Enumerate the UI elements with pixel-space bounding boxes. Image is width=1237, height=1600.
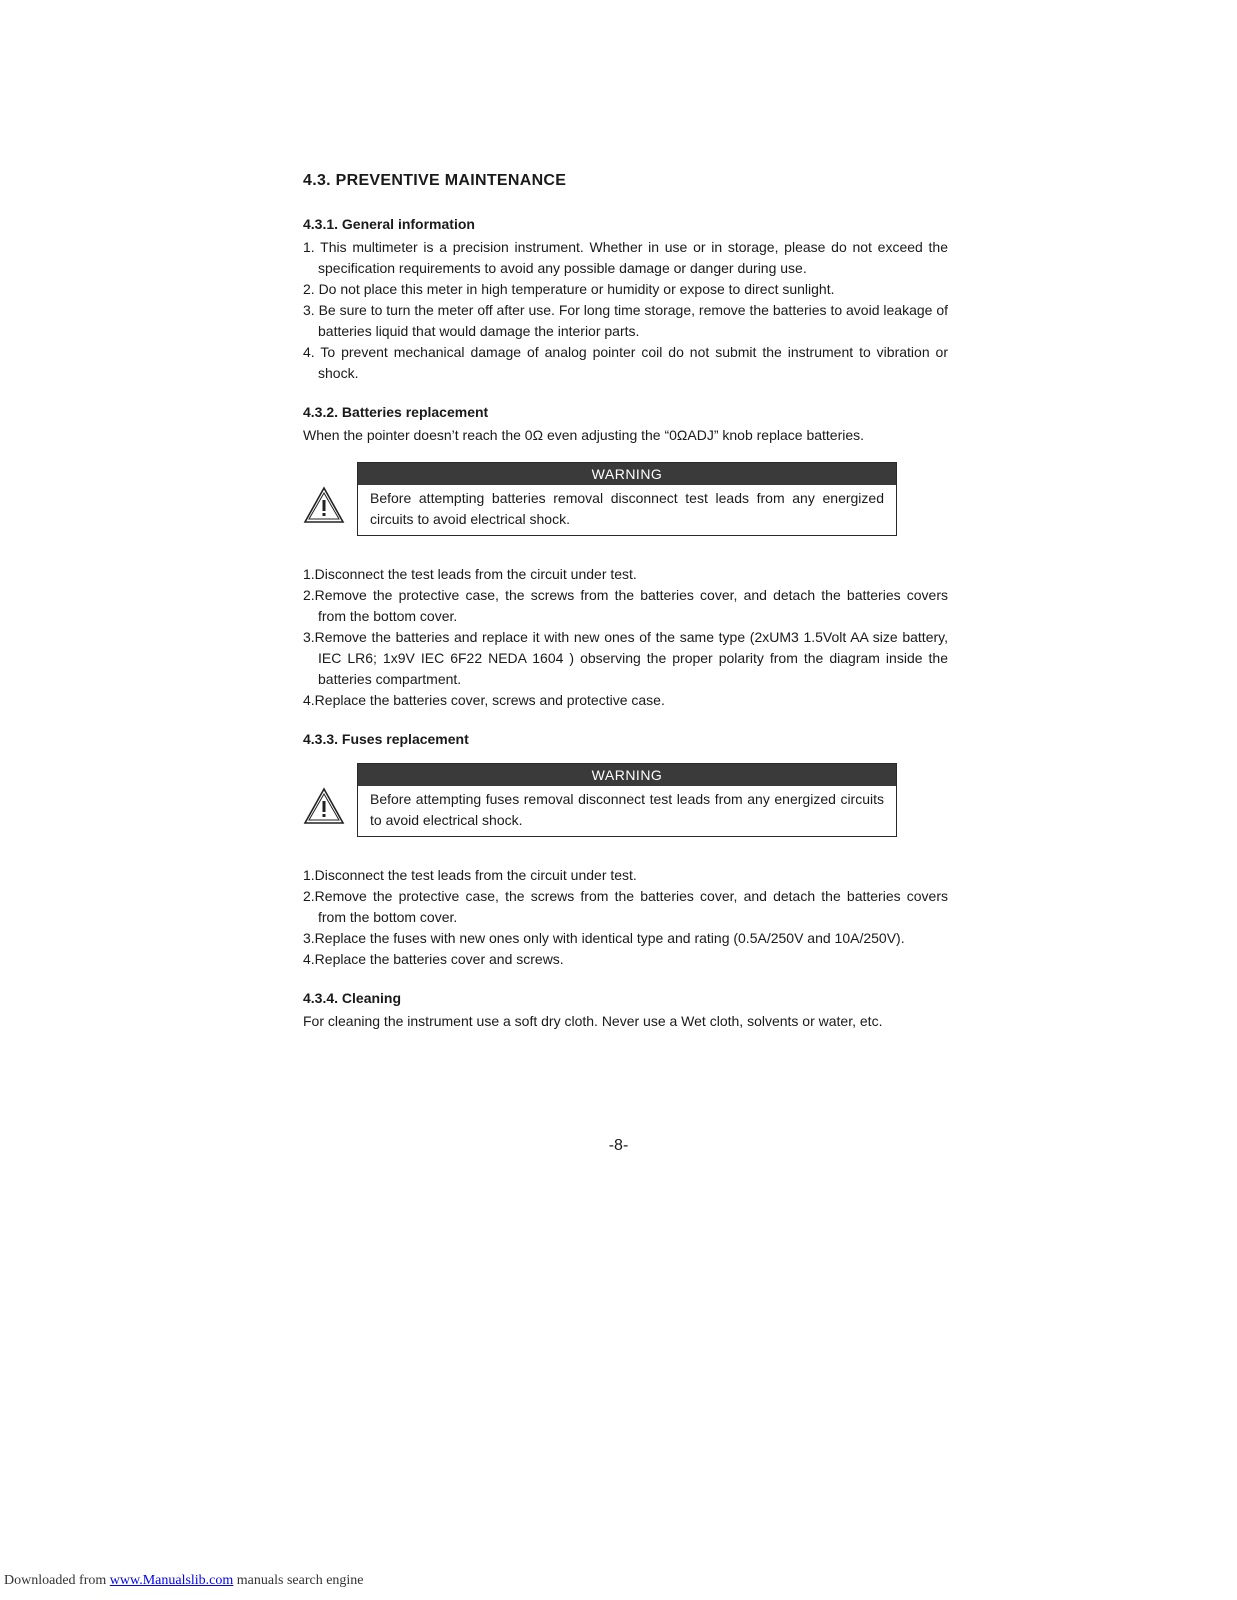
cleaning-section xyxy=(303,990,948,1032)
batteries-replacement-section xyxy=(303,404,948,711)
batteries-warning xyxy=(303,462,948,546)
list-item: 1.Disconnect the test leads from the circuit under test. xyxy=(303,867,637,883)
fuses-replacement-title: 4.3.3. Fuses replacement xyxy=(303,731,469,747)
cleaning-title: 4.3.4. Cleaning xyxy=(303,990,402,1006)
section-heading: 4.3. PREVENTIVE MAINTENANCE xyxy=(303,172,567,189)
footer-prefix: Downloaded from xyxy=(4,1573,110,1588)
list-item: 1. This multimeter is a precision instrument. Whether in use or in storage, please do not exceed the specification requirements to avoid any possible damage or danger during use. xyxy=(303,239,948,276)
batteries-steps-list xyxy=(303,564,948,711)
manualslib-link[interactable]: www.Manualslib.com xyxy=(109,1573,234,1588)
list-item: 3. Be sure to turn the meter off after use. For long time storage, remove the batteries to avoid leakage of batteries liquid that would damage the interior parts. xyxy=(303,302,948,339)
fuses-warning xyxy=(303,763,948,847)
list-item: 4.Replace the batteries cover, screws and protective case. xyxy=(303,692,665,708)
fuses-steps-list xyxy=(303,865,948,970)
fuses-replacement-section xyxy=(303,731,948,970)
page-number: -8- xyxy=(608,1137,629,1154)
list-item: 2.Remove the protective case, the screws from the batteries cover, and detach the batteries covers from the bottom cover. xyxy=(303,587,948,624)
cleaning-text: For cleaning the instrument use a soft dry cloth. Never use a Wet cloth, solvents or water, etc. xyxy=(303,1013,883,1029)
batteries-replacement-title: 4.3.2. Batteries replacement xyxy=(303,404,489,420)
warning-title: WARNING xyxy=(358,463,896,485)
warning-box xyxy=(357,763,897,837)
general-information-list xyxy=(303,237,948,384)
footer-suffix: manuals search engine xyxy=(233,1573,364,1588)
warning-triangle-icon xyxy=(303,787,345,825)
warning-title: WARNING xyxy=(358,764,896,786)
list-item: 3.Replace the fuses with new ones only with identical type and rating (0.5A/250V and 10A/250V). xyxy=(303,930,905,946)
list-item: 4.Replace the batteries cover and screws. xyxy=(303,951,564,967)
list-item: 2.Remove the protective case, the screws from the batteries cover, and detach the batteries covers from the bottom cover. xyxy=(303,888,948,925)
download-footer xyxy=(4,1573,364,1589)
warning-triangle-icon xyxy=(303,486,345,524)
page-content xyxy=(303,172,948,1052)
warning-text: Before attempting fuses removal disconnect test leads from any energized circuits to avoid electrical shock. xyxy=(370,791,884,828)
warning-text: Before attempting batteries removal disconnect test leads from any energized circuits to avoid electrical shock. xyxy=(370,490,884,527)
list-item: 1.Disconnect the test leads from the circuit under test. xyxy=(303,566,637,582)
list-item: 3.Remove the batteries and replace it with new ones of the same type (2xUM3 1.5Volt AA size battery, IEC LR6; 1x9V IEC 6F22 NEDA 1604 ) observing the proper polarity from the diagram inside the batteries compartment. xyxy=(303,629,948,687)
warning-box xyxy=(357,462,897,536)
batteries-intro: When the pointer doesn’t reach the 0Ω even adjusting the “0ΩADJ” knob replace batteries. xyxy=(303,427,865,443)
general-information-section xyxy=(303,216,948,384)
list-item: 2. Do not place this meter in high temperature or humidity or expose to direct sunlight. xyxy=(303,281,835,297)
list-item: 4. To prevent mechanical damage of analog pointer coil do not submit the instrument to vibration or shock. xyxy=(303,344,948,381)
general-information-title: 4.3.1. General information xyxy=(303,216,475,232)
